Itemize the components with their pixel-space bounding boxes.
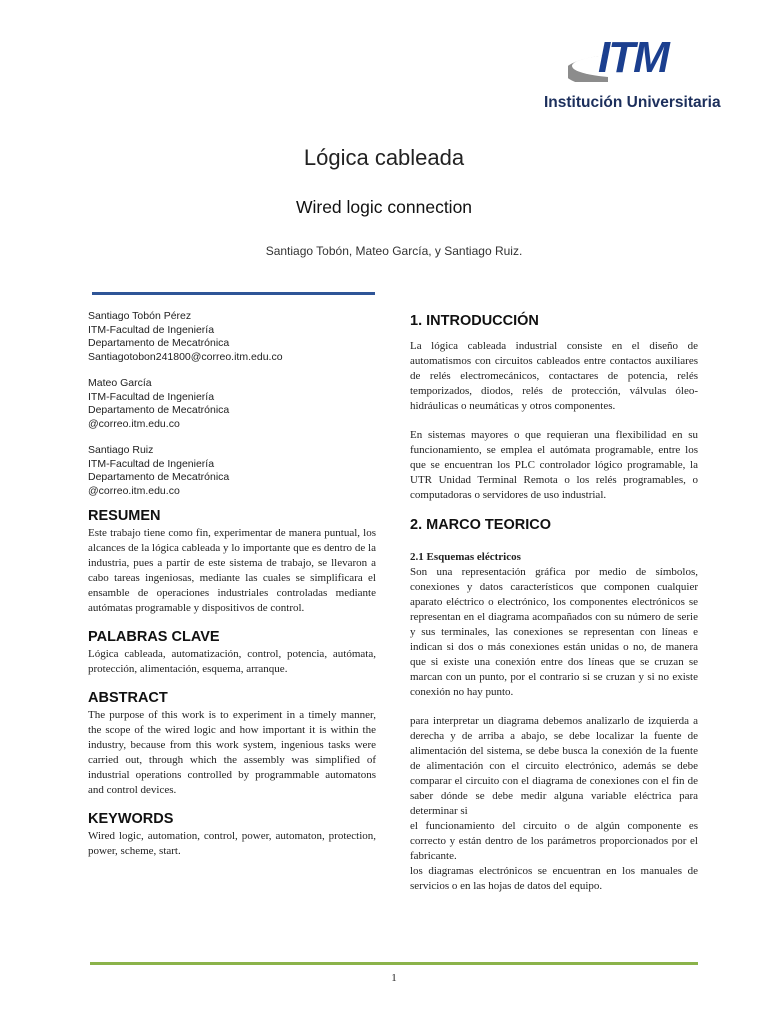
resumen-text: Este trabajo tiene como fin, experimentar de manera puntual, los alcances de la lógica cableada y lo importante que es dentro de la industria, pues a partir de este sistema de trabajo, se llevaron a cabo tareas ingeniosas, mediante las cuales se simplificara el ensamble de operaciones industriales controladas mediante autómatas programable y dispositivos de control.	[88, 527, 376, 614]
introduccion-p1: La lógica cableada industrial consiste en el diseño de automatismos con circuitos cableados entre contactos auxiliares de relés electromecánicos, contactares de potencia, relés temporizados, diodos, relés de protección, válvulas óleo-hidráulicas o neumáticas y otros componentes.	[410, 340, 698, 412]
author-org: ITM-Facultad de Ingeniería	[88, 390, 215, 403]
introduccion-heading: 1. INTRODUCCIÓN	[410, 313, 539, 329]
marco-p4: los diagramas electrónicos se encuentran en los manuales de servicios o en las hojas de datos del equipo.	[410, 865, 698, 892]
author-list: Santiago Tobón, Mateo García, y Santiago Ruiz.	[265, 244, 523, 258]
author-org: ITM-Facultad de Ingeniería	[88, 457, 215, 470]
author-email[interactable]: Santiagotobon241800@correo.itm.edu.co	[88, 350, 283, 363]
author-email[interactable]: @correo.itm.edu.co	[88, 417, 180, 430]
author-name: Mateo García	[88, 377, 152, 389]
abstract-text: The purpose of this work is to experiment in a timely manner, the scope of the wired logic and how important it is within the industry, because from this work system, ingenious tasks were carried out, through which the assembly was simplified of industrial operations controlled by programmable automatons and control devices.	[88, 709, 376, 796]
affiliation-block	[88, 377, 376, 431]
left-column	[88, 310, 376, 859]
keywords-heading: KEYWORDS	[88, 811, 174, 827]
marco-p1: Son una representación gráfica por medio de símbolos, conexiones y datos característicos que componen cualquier aparato eléctrico o electrónico, los componentes electrónicos se representan en el diagrama acompañados con su número de serie y sus terminales, las conexiones se representan con líneas e indican si dos o más conexiones están unidas o no, de manera que si existe una conexión entre dos líneas que se cruzan se marcan con un punto, por el contrario si se cruzan y si no existe conexión no hay punto.	[410, 566, 698, 698]
marco-p2: para interpretar un diagrama debemos analizarlo de izquierda a derecha y de arriba a abajo, se debe localizar la fuente de alimentación del sistema, se debe busca la conexión de la fuente de alimentación con el circuito electrónico, además se debe comparar el circuito con el diagrama de conexiones con el fin de saber dónde se debe medir alguna variable eléctrica para determinar si	[410, 715, 698, 817]
author-org: ITM-Facultad de Ingeniería	[88, 323, 215, 336]
author-name: Santiago Ruiz	[88, 444, 154, 456]
author-name: Santiago Tobón Pérez	[88, 310, 192, 322]
marco-p3: el funcionamiento del circuito o de algún componente es correcto y están dentro de los parámetros proporcionados por el fabricante.	[410, 820, 698, 862]
resumen-heading: RESUMEN	[88, 508, 161, 524]
paper-subtitle: Wired logic connection	[295, 197, 473, 217]
introduccion-p2: En sistemas mayores o que requieran una flexibilidad en su funcionamiento, se emplea el autómata programable, entre los que se encuentran los PLC controlador lógico programable, la UTR Unidad Terminal Remota o los relés programables, o computadoras o servidores de uso industrial.	[410, 429, 698, 501]
palabras-clave-heading: PALABRAS CLAVE	[88, 629, 220, 645]
palabras-clave-text: Lógica cableada, automatización, control, potencia, autómata, protección, alimentación, esquema, arranque.	[88, 648, 376, 675]
marco-heading: 2. MARCO TEORICO	[410, 517, 551, 533]
keywords-text: Wired logic, automation, control, power, automaton, protection, power, scheme, start.	[88, 830, 376, 857]
footer-divider	[90, 962, 698, 965]
title-divider	[92, 292, 375, 295]
paper-title: Lógica cableada	[303, 145, 465, 170]
affiliation-block	[88, 444, 376, 498]
itm-logo	[540, 30, 720, 120]
author-email[interactable]: @correo.itm.edu.co	[88, 484, 180, 497]
author-dept: Departamento de Mecatrónica	[88, 337, 230, 349]
marco-subheading: 2.1 Esquemas eléctricos	[410, 551, 521, 563]
abstract-heading: ABSTRACT	[88, 690, 168, 706]
author-dept: Departamento de Mecatrónica	[88, 471, 230, 483]
logo-mark: ITM	[598, 33, 668, 82]
affiliation-block	[88, 310, 376, 364]
logo-subtitle: Institución Universitaria	[544, 94, 721, 111]
page-number: 1	[391, 972, 397, 984]
author-dept: Departamento de Mecatrónica	[88, 404, 230, 416]
right-column	[410, 312, 698, 894]
